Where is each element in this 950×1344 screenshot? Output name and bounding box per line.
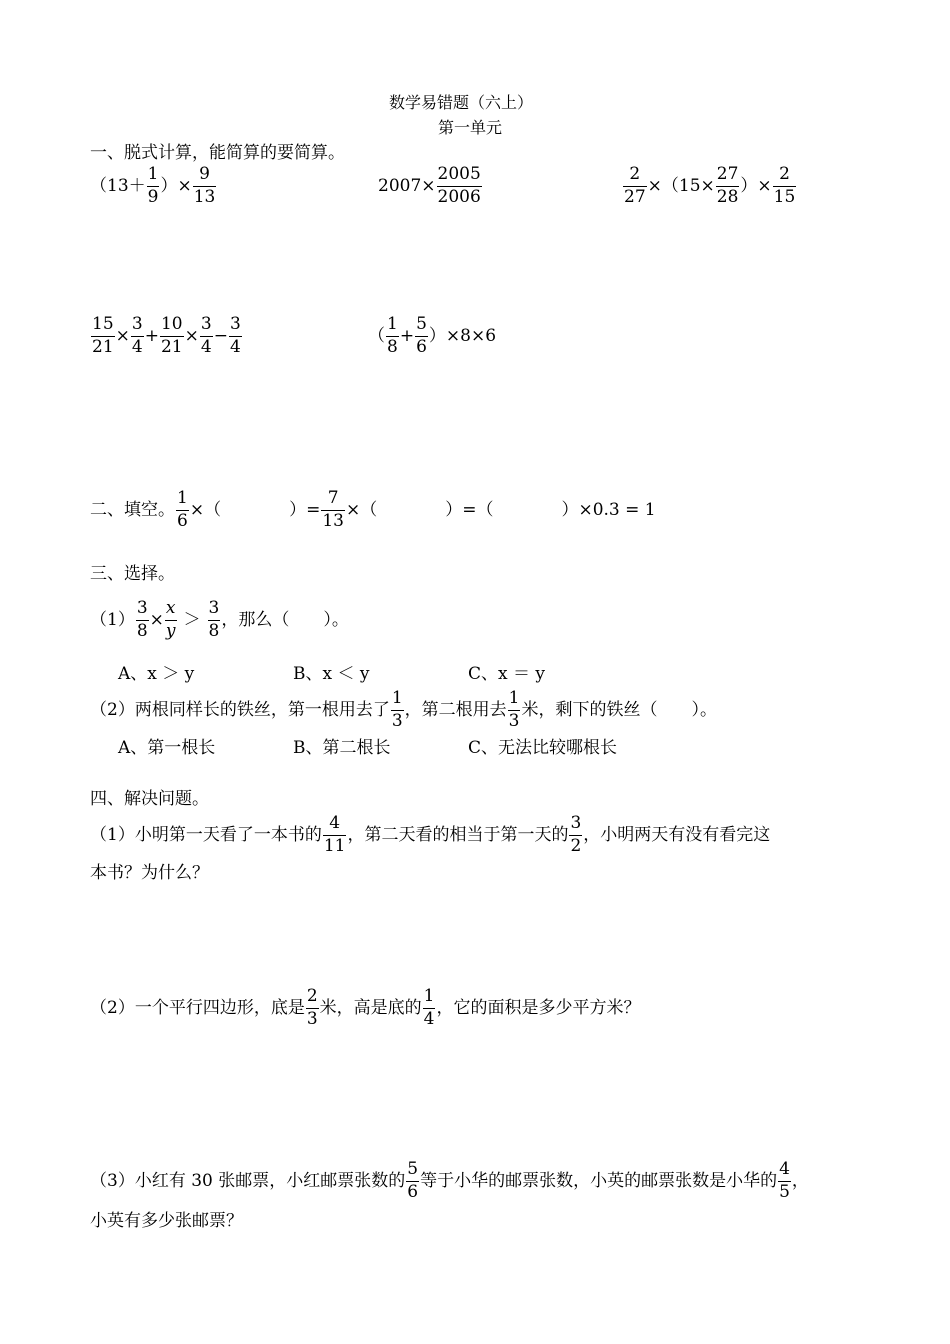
blank-text: ×（ ）=（ ）×0.3 = 1 bbox=[345, 499, 656, 520]
section4-heading: 四、解决问题。 bbox=[90, 789, 209, 809]
fraction bbox=[406, 1161, 419, 1202]
denominator: 8 bbox=[387, 336, 398, 357]
denominator: 28 bbox=[716, 186, 739, 207]
question-text: （1）小明第一天看了一本书的 bbox=[90, 824, 322, 845]
fraction bbox=[323, 815, 347, 856]
denominator: 8 bbox=[208, 620, 220, 641]
denominator: 9 bbox=[147, 186, 159, 207]
denominator: 13 bbox=[322, 510, 344, 531]
numerator: 2 bbox=[779, 164, 790, 184]
numerator: 1 bbox=[508, 688, 520, 708]
numerator: 2 bbox=[629, 164, 641, 184]
operator: × bbox=[184, 325, 199, 346]
option-a: A、x ＞ y bbox=[118, 664, 195, 684]
numerator: 1 bbox=[423, 986, 435, 1006]
question-text: ，那么（ ）。 bbox=[221, 609, 349, 630]
numerator: 1 bbox=[177, 488, 188, 508]
expr-text: （ bbox=[368, 325, 385, 346]
question-text: ，第二根用去 bbox=[404, 699, 507, 720]
expr-text: 2007× bbox=[378, 175, 436, 196]
denominator: 2 bbox=[570, 835, 582, 856]
fraction bbox=[778, 1161, 791, 1202]
numerator: x bbox=[165, 598, 176, 618]
denominator: 11 bbox=[323, 835, 346, 856]
option-b: B、x ＜ y bbox=[293, 664, 370, 684]
denominator: 4 bbox=[423, 1008, 435, 1029]
fraction bbox=[773, 166, 797, 207]
option-a: A、第一根长 bbox=[118, 738, 216, 758]
fraction bbox=[165, 600, 177, 641]
numerator: 3 bbox=[570, 813, 582, 833]
operator: × bbox=[149, 609, 164, 630]
question-4-3 bbox=[90, 1161, 809, 1202]
option-c: C、无法比较哪根长 bbox=[468, 738, 618, 758]
numerator: 2 bbox=[306, 986, 318, 1006]
unit-title: 第一单元 bbox=[438, 118, 503, 137]
problem-1-1 bbox=[90, 166, 217, 207]
fraction bbox=[160, 316, 184, 357]
question-text: ， bbox=[791, 1170, 809, 1191]
fraction bbox=[386, 316, 399, 357]
question-text: 米，高是底的 bbox=[319, 997, 422, 1018]
fraction bbox=[147, 166, 160, 207]
question-text: ，第二天看的相当于第一天的 bbox=[347, 824, 569, 845]
numerator: 1 bbox=[387, 314, 398, 334]
operator: ＞ bbox=[183, 609, 201, 630]
problem-1-5 bbox=[368, 316, 496, 357]
problem-1-2 bbox=[378, 166, 483, 207]
operator: × bbox=[115, 325, 130, 346]
numerator: 1 bbox=[391, 688, 403, 708]
fraction bbox=[623, 166, 647, 207]
numerator: 7 bbox=[327, 488, 339, 508]
question-text: （2）两根同样长的铁丝，第一根用去了 bbox=[90, 699, 390, 720]
expr-text: ）×8×6 bbox=[428, 325, 497, 346]
question-4-1-line2: 本书？为什么？ bbox=[90, 863, 209, 883]
denominator: 4 bbox=[229, 336, 241, 357]
fraction bbox=[208, 600, 221, 641]
fraction bbox=[321, 490, 345, 531]
fraction bbox=[437, 166, 482, 207]
question-4-2 bbox=[90, 988, 640, 1029]
numerator: 4 bbox=[779, 1159, 790, 1179]
section3-heading: 三、选择。 bbox=[90, 564, 175, 584]
denominator: 3 bbox=[306, 1008, 318, 1029]
fraction bbox=[423, 988, 436, 1029]
denominator: 6 bbox=[416, 336, 427, 357]
denominator: y bbox=[165, 620, 176, 641]
option-c: C、x ＝ y bbox=[468, 664, 546, 684]
denominator: 21 bbox=[92, 336, 114, 357]
denominator: 8 bbox=[136, 620, 148, 641]
numerator: 5 bbox=[407, 1159, 419, 1179]
section1-heading: 一、脱式计算，能简算的要简算。 bbox=[90, 143, 345, 163]
question-text: （3）小红有 30 张邮票，小红邮票张数的 bbox=[90, 1170, 406, 1191]
fraction bbox=[229, 316, 242, 357]
expr-text: ）× bbox=[160, 175, 192, 196]
denominator: 3 bbox=[508, 710, 520, 731]
expr-text: （13＋ bbox=[90, 175, 146, 196]
numerator: 3 bbox=[136, 598, 148, 618]
numerator: 3 bbox=[200, 314, 212, 334]
fraction bbox=[415, 316, 428, 357]
numerator: 3 bbox=[229, 314, 241, 334]
numerator: 2005 bbox=[437, 164, 481, 184]
denominator: 2006 bbox=[437, 186, 481, 207]
expr-text: ×（15× bbox=[647, 175, 715, 196]
question-4-3-line2: 小英有多少张邮票？ bbox=[90, 1211, 243, 1231]
numerator: 5 bbox=[416, 314, 427, 334]
denominator: 6 bbox=[177, 510, 188, 531]
fraction bbox=[391, 690, 404, 731]
option-b: B、第二根长 bbox=[293, 738, 391, 758]
fraction bbox=[508, 690, 521, 731]
section2-heading: 二、填空。 bbox=[90, 499, 175, 520]
numerator: 1 bbox=[147, 164, 159, 184]
expr-text: ）× bbox=[740, 175, 772, 196]
question-3-1 bbox=[90, 600, 349, 641]
operator: + bbox=[144, 325, 159, 346]
numerator: 3 bbox=[131, 314, 143, 334]
numerator: 10 bbox=[160, 314, 183, 334]
blank-text: ×（ ）= bbox=[189, 499, 321, 520]
denominator: 27 bbox=[624, 186, 646, 207]
fraction bbox=[200, 316, 213, 357]
question-text: （2）一个平行四边形，底是 bbox=[90, 997, 305, 1018]
section2-line bbox=[90, 490, 656, 531]
fraction bbox=[716, 166, 740, 207]
question-text: 米，剩下的铁丝（ ）。 bbox=[521, 699, 717, 720]
fraction bbox=[176, 490, 189, 531]
numerator: 9 bbox=[199, 164, 210, 184]
question-text: ，它的面积是多少平方米？ bbox=[436, 997, 641, 1018]
operator: + bbox=[399, 325, 415, 346]
denominator: 21 bbox=[160, 336, 183, 357]
question-label: （1） bbox=[90, 609, 135, 630]
question-text: ，小明两天有没有看完这 bbox=[583, 824, 771, 845]
problem-1-3 bbox=[622, 166, 797, 207]
fraction bbox=[131, 316, 144, 357]
numerator: 15 bbox=[92, 314, 114, 334]
operator: − bbox=[213, 325, 228, 346]
question-3-2 bbox=[90, 690, 717, 731]
question-4-1 bbox=[90, 815, 770, 856]
problem-1-4 bbox=[90, 316, 243, 357]
denominator: 4 bbox=[200, 336, 212, 357]
fraction bbox=[136, 600, 149, 641]
fraction bbox=[569, 815, 582, 856]
numerator: 27 bbox=[716, 164, 739, 184]
denominator: 6 bbox=[407, 1181, 419, 1202]
fraction bbox=[193, 166, 217, 207]
denominator: 3 bbox=[391, 710, 403, 731]
question-text: 等于小华的邮票张数，小英的邮票张数是小华的 bbox=[420, 1170, 778, 1191]
denominator: 5 bbox=[779, 1181, 790, 1202]
numerator: 3 bbox=[208, 598, 220, 618]
page-title: 数学易错题（六上） bbox=[389, 93, 534, 112]
denominator: 4 bbox=[131, 336, 143, 357]
denominator: 15 bbox=[773, 186, 796, 207]
fraction bbox=[306, 988, 319, 1029]
numerator: 4 bbox=[329, 813, 341, 833]
fraction bbox=[91, 316, 115, 357]
denominator: 13 bbox=[193, 186, 216, 207]
